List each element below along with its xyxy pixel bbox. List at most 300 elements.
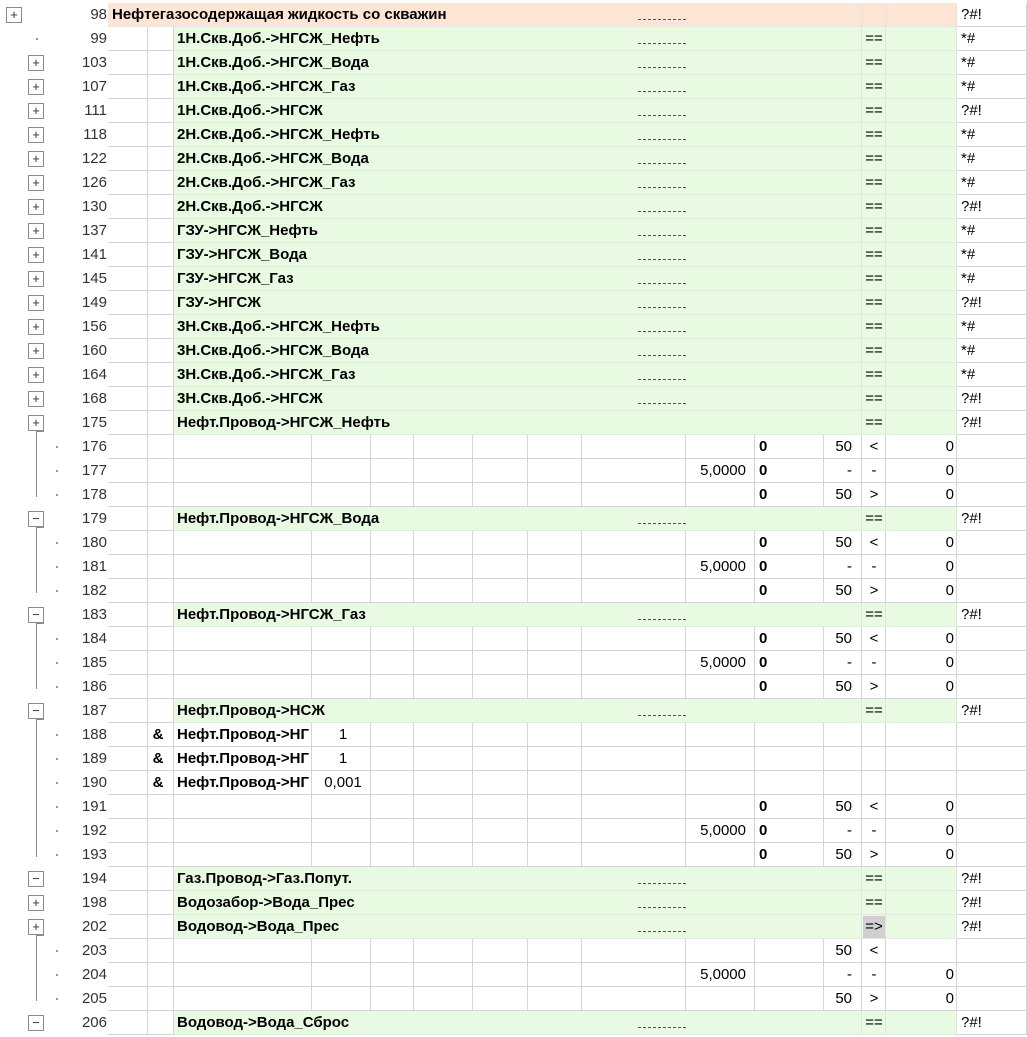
value-n: 0 (945, 990, 954, 1007)
operator-selected-cell[interactable]: => (863, 916, 885, 938)
grid-cell (473, 795, 528, 819)
row-number: 181 (81, 558, 107, 575)
grid-cell (686, 867, 755, 891)
grid-cell (886, 51, 957, 75)
grid-cell (371, 939, 414, 963)
expand-group-button[interactable]: + (28, 247, 44, 263)
grid-cell (371, 555, 414, 579)
status-flag: ?#! (961, 390, 982, 407)
grid-cell (528, 483, 582, 507)
grid-cell (108, 819, 148, 843)
row-number: 99 (90, 30, 107, 47)
grid-cell (686, 843, 755, 867)
row-title: 3Н.Скв.Доб.->НГСЖ_Нефть (177, 318, 380, 335)
grid-cell (312, 819, 371, 843)
grid-cell (824, 27, 862, 51)
sub-reference: Нефт.Провод->НГ (177, 750, 310, 767)
grid-cell (108, 843, 148, 867)
grid-cell (755, 603, 824, 627)
outline-dot (56, 494, 58, 496)
collapse-group-button[interactable]: − (28, 607, 44, 623)
sheet-row (0, 675, 1027, 699)
status-flag: ?#! (961, 414, 982, 431)
grid-cell (886, 195, 957, 219)
grid-cell (824, 723, 862, 747)
grid-cell (686, 171, 755, 195)
grid-cell (108, 675, 148, 699)
sheet-row (0, 3, 1027, 27)
expand-group-button[interactable]: + (28, 127, 44, 143)
row-number: 130 (81, 198, 107, 215)
grid-cell (148, 315, 174, 339)
expand-group-button[interactable]: + (28, 271, 44, 287)
status-flag: *# (961, 150, 976, 167)
operator: == (865, 30, 883, 47)
sheet-row (0, 699, 1027, 723)
grid-cell (414, 723, 473, 747)
grid-cell (957, 819, 1027, 843)
status-flag: *# (961, 318, 976, 335)
grid-cell (686, 675, 755, 699)
grid-cell (824, 387, 862, 411)
dotted-leader (638, 355, 686, 356)
grid-cell (824, 867, 862, 891)
dotted-leader (638, 91, 686, 92)
dotted-leader (638, 619, 686, 620)
operator: == (865, 870, 883, 887)
grid-cell (371, 819, 414, 843)
value-n: 0 (945, 582, 954, 599)
grid-cell (371, 531, 414, 555)
grid-cell (108, 99, 148, 123)
value-n: 0 (945, 678, 954, 695)
status-flag: *# (961, 246, 976, 263)
grid-cell (957, 675, 1027, 699)
grid-cell (824, 99, 862, 123)
grid-cell (473, 459, 528, 483)
grid-cell (582, 819, 686, 843)
grid-cell (148, 195, 174, 219)
status-flag: ?#! (961, 6, 982, 23)
grid-cell (957, 963, 1027, 987)
operator: > (869, 990, 879, 1007)
status-flag: *# (961, 78, 976, 95)
grid-cell (473, 747, 528, 771)
outline-dot (56, 782, 58, 784)
grid-cell (148, 171, 174, 195)
row-title: 3Н.Скв.Доб.->НГСЖ (177, 390, 323, 407)
operator: == (865, 366, 883, 383)
grid-cell (528, 531, 582, 555)
grid-cell (528, 963, 582, 987)
expand-group-button[interactable]: + (28, 151, 44, 167)
grid-cell (371, 651, 414, 675)
value-k: 0 (759, 582, 768, 599)
value-k: 0 (759, 462, 768, 479)
grid-cell (312, 435, 371, 459)
expand-group-button[interactable]: + (28, 895, 44, 911)
outline-dot (56, 974, 58, 976)
grid-cell (957, 795, 1027, 819)
expand-group-button[interactable]: + (28, 391, 44, 407)
operator: < (869, 438, 879, 455)
outline-dot (56, 590, 58, 592)
expand-group-button[interactable]: + (28, 343, 44, 359)
value-l: 50 (835, 630, 852, 647)
grid-cell (824, 147, 862, 171)
grid-cell (686, 795, 755, 819)
grid-cell (108, 507, 148, 531)
grid-cell (148, 795, 174, 819)
expand-group-button[interactable]: + (28, 919, 44, 935)
value-l: - (847, 558, 852, 575)
dotted-leader (638, 259, 686, 260)
grid-cell (755, 699, 824, 723)
value-k: 0 (759, 558, 768, 575)
grid-cell (174, 939, 312, 963)
grid-cell (755, 867, 824, 891)
grid-cell (886, 699, 957, 723)
grid-cell (174, 531, 312, 555)
grid-cell (528, 435, 582, 459)
grid-cell (148, 627, 174, 651)
grid-cell (755, 3, 824, 27)
grid-cell (755, 315, 824, 339)
row-number: 203 (81, 942, 107, 959)
grid-cell (755, 291, 824, 315)
sheet-row (0, 315, 1027, 339)
expand-group-button[interactable]: + (28, 199, 44, 215)
grid-cell (108, 195, 148, 219)
sheet-row (0, 195, 1027, 219)
grid-cell (957, 435, 1027, 459)
expand-group-button[interactable]: + (28, 367, 44, 383)
operator: == (865, 126, 883, 143)
grid-cell (862, 771, 886, 795)
grid-cell (582, 483, 686, 507)
grid-cell (174, 435, 312, 459)
grid-cell (755, 747, 824, 771)
grid-cell (148, 459, 174, 483)
grid-cell (957, 747, 1027, 771)
grid-cell (148, 603, 174, 627)
value-n: 0 (945, 438, 954, 455)
grid-cell (174, 483, 312, 507)
grid-cell (148, 75, 174, 99)
grid-cell (886, 171, 957, 195)
grid-cell (108, 939, 148, 963)
sheet-row (0, 963, 1027, 987)
value-l: 50 (835, 486, 852, 503)
sheet-row (0, 939, 1027, 963)
expand-group-button[interactable]: + (28, 415, 44, 431)
grid-cell (886, 387, 957, 411)
value-n: 0 (945, 846, 954, 863)
grid-cell (414, 819, 473, 843)
grid-cell (148, 363, 174, 387)
operator: > (869, 846, 879, 863)
grid-cell (371, 483, 414, 507)
grid-cell (686, 1011, 755, 1035)
grid-cell (528, 771, 582, 795)
grid-cell (886, 75, 957, 99)
row-title: 1Н.Скв.Доб.->НГСЖ_Вода (177, 54, 369, 71)
grid-cell (148, 123, 174, 147)
grid-cell (686, 387, 755, 411)
grid-cell (582, 675, 686, 699)
grid-cell (686, 723, 755, 747)
grid-cell (108, 387, 148, 411)
dotted-leader (638, 1027, 686, 1028)
grid-cell (148, 219, 174, 243)
row-number: 107 (81, 78, 107, 95)
expand-group-button[interactable]: + (28, 319, 44, 335)
grid-cell (108, 459, 148, 483)
grid-cell (414, 579, 473, 603)
grid-cell (473, 819, 528, 843)
collapse-group-button[interactable]: − (28, 871, 44, 887)
outline-bracket (36, 719, 37, 857)
grid-cell (582, 723, 686, 747)
status-flag: ?#! (961, 894, 982, 911)
row-number: 178 (81, 486, 107, 503)
outline-bracket-top (36, 431, 44, 432)
grid-cell (755, 987, 824, 1011)
grid-cell (148, 867, 174, 891)
operator: == (865, 270, 883, 287)
grid-cell (108, 747, 148, 771)
grid-cell (148, 939, 174, 963)
grid-cell (174, 459, 312, 483)
value-k: 0 (759, 630, 768, 647)
row-number: 183 (81, 606, 107, 623)
grid-cell (824, 195, 862, 219)
grid-cell (174, 627, 312, 651)
row-title: ГЗУ->НГСЖ_Вода (177, 246, 307, 263)
status-flag: *# (961, 270, 976, 287)
grid-cell (528, 987, 582, 1011)
grid-cell (886, 27, 957, 51)
collapse-group-button[interactable]: − (28, 511, 44, 527)
grid-cell (108, 483, 148, 507)
sheet-row (0, 387, 1027, 411)
sheet-row (0, 915, 1027, 939)
grid-cell (148, 387, 174, 411)
status-flag: ?#! (961, 918, 982, 935)
grid-cell (174, 675, 312, 699)
grid-cell (686, 483, 755, 507)
outline-dot (56, 806, 58, 808)
grid-cell (528, 843, 582, 867)
sheet-row (0, 531, 1027, 555)
grid-cell (371, 579, 414, 603)
grid-cell (414, 627, 473, 651)
grid-cell (824, 315, 862, 339)
outline-dot (56, 734, 58, 736)
row-title: ГЗУ->НГСЖ (177, 294, 261, 311)
grid-cell (755, 915, 824, 939)
expand-group-button[interactable]: + (28, 55, 44, 71)
grid-cell (312, 843, 371, 867)
outline-dot (56, 446, 58, 448)
dotted-leader (638, 379, 686, 380)
sheet-row (0, 435, 1027, 459)
grid-cell (582, 627, 686, 651)
grid-cell (473, 963, 528, 987)
grid-cell (148, 27, 174, 51)
row-title: ГЗУ->НГСЖ_Нефть (177, 222, 318, 239)
value-j: 5,0000 (700, 558, 746, 575)
grid-cell (371, 627, 414, 651)
grid-cell (108, 795, 148, 819)
operator: > (869, 678, 879, 695)
grid-cell (148, 243, 174, 267)
outline-dot (36, 38, 38, 40)
grid-cell (414, 963, 473, 987)
grid-cell (686, 531, 755, 555)
grid-cell (148, 507, 174, 531)
operator: == (865, 342, 883, 359)
row-title: 1Н.Скв.Доб.->НГСЖ (177, 102, 323, 119)
row-title: 1Н.Скв.Доб.->НГСЖ_Нефть (177, 30, 380, 47)
grid-cell (312, 483, 371, 507)
grid-cell (886, 3, 957, 27)
grid-cell (957, 459, 1027, 483)
grid-cell (957, 771, 1027, 795)
dotted-leader (638, 115, 686, 116)
value-k: 0 (759, 438, 768, 455)
grid-cell (108, 27, 148, 51)
sheet-row (0, 603, 1027, 627)
value-k: 0 (759, 678, 768, 695)
collapse-group-button[interactable]: − (28, 1015, 44, 1031)
value-l: 50 (835, 846, 852, 863)
value-l: - (847, 462, 852, 479)
grid-cell (148, 1011, 174, 1035)
expand-group-button[interactable]: + (28, 103, 44, 119)
grid-cell (148, 819, 174, 843)
grid-cell (824, 603, 862, 627)
grid-cell (957, 555, 1027, 579)
dotted-leader (638, 523, 686, 524)
grid-cell (582, 531, 686, 555)
operator: == (865, 894, 883, 911)
grid-cell (755, 363, 824, 387)
collapse-group-button[interactable]: − (28, 703, 44, 719)
value-l: 50 (835, 798, 852, 815)
grid-cell (957, 627, 1027, 651)
grid-cell (108, 771, 148, 795)
grid-cell (148, 435, 174, 459)
ampersand: & (152, 726, 164, 743)
grid-cell (686, 123, 755, 147)
grid-cell (108, 531, 148, 555)
grid-cell (824, 363, 862, 387)
grid-cell (686, 291, 755, 315)
grid-cell (755, 723, 824, 747)
grid-cell (371, 723, 414, 747)
row-number: 205 (81, 990, 107, 1007)
grid-cell (755, 219, 824, 243)
grid-cell (686, 747, 755, 771)
grid-cell (108, 915, 148, 939)
grid-cell (755, 387, 824, 411)
grid-cell (148, 699, 174, 723)
sheet-row (0, 171, 1027, 195)
outline-dot (56, 758, 58, 760)
outline-dot (56, 830, 58, 832)
expand-group-button[interactable]: + (28, 175, 44, 191)
grid-cell (686, 363, 755, 387)
grid-cell (824, 891, 862, 915)
status-flag: ?#! (961, 1014, 982, 1031)
grid-cell (755, 171, 824, 195)
grid-cell (686, 267, 755, 291)
row-title: Нефтегазосодержащая жидкость со скважин (112, 6, 447, 23)
grid-cell (755, 339, 824, 363)
grid-cell (686, 243, 755, 267)
row-title: 2Н.Скв.Доб.->НГСЖ_Вода (177, 150, 369, 167)
expand-group-button[interactable]: + (6, 7, 22, 23)
expand-group-button[interactable]: + (28, 79, 44, 95)
grid-cell (108, 243, 148, 267)
grid-cell (148, 411, 174, 435)
grid-cell (862, 3, 886, 27)
grid-cell (148, 843, 174, 867)
value-n: 0 (945, 630, 954, 647)
grid-cell (312, 795, 371, 819)
outline-bracket (36, 623, 37, 689)
operator: == (865, 198, 883, 215)
sub-reference: Нефт.Провод->НГ (177, 774, 310, 791)
grid-cell (473, 435, 528, 459)
operator: == (865, 54, 883, 71)
grid-cell (414, 771, 473, 795)
expand-group-button[interactable]: + (28, 295, 44, 311)
row-title: Водозабор->Вода_Прес (177, 894, 355, 911)
row-title: Газ.Провод->Газ.Попут. (177, 870, 353, 887)
operator: - (871, 822, 877, 839)
grid-cell (528, 651, 582, 675)
outline-bracket (36, 527, 37, 593)
grid-cell (108, 147, 148, 171)
grid-cell (108, 411, 148, 435)
status-flag: *# (961, 54, 976, 71)
grid-cell (371, 771, 414, 795)
sheet-row (0, 627, 1027, 651)
grid-cell (371, 843, 414, 867)
grid-cell (312, 963, 371, 987)
row-title: 2Н.Скв.Доб.->НГСЖ_Нефть (177, 126, 380, 143)
grid-cell (886, 1011, 957, 1035)
grid-cell (414, 459, 473, 483)
row-title: 1Н.Скв.Доб.->НГСЖ_Газ (177, 78, 356, 95)
operator: - (871, 462, 877, 479)
grid-cell (108, 315, 148, 339)
outline-bracket (36, 431, 37, 497)
grid-cell (473, 531, 528, 555)
grid-cell (886, 723, 957, 747)
dotted-leader (638, 139, 686, 140)
outline-dot (56, 998, 58, 1000)
grid-cell (148, 483, 174, 507)
expand-group-button[interactable]: + (28, 223, 44, 239)
grid-cell (174, 555, 312, 579)
value-l: - (847, 822, 852, 839)
sheet-row (0, 1011, 1027, 1035)
sheet-row (0, 987, 1027, 1011)
row-number: 98 (90, 6, 107, 23)
